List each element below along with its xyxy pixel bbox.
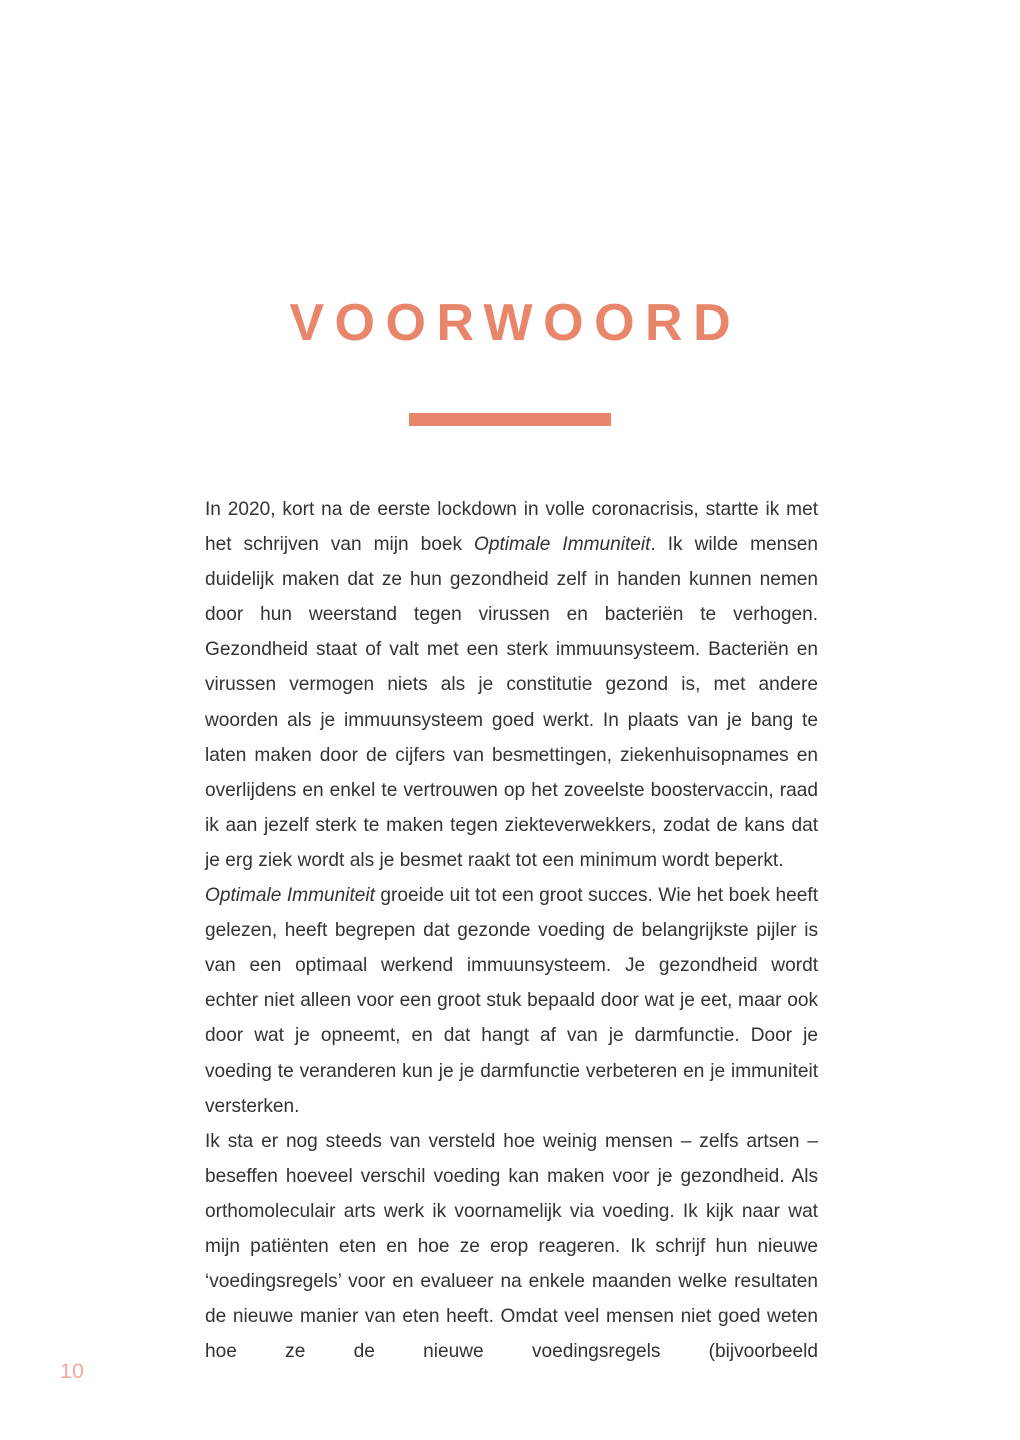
book-title-italic: Optimale Immuniteit <box>474 534 651 556</box>
body-text-column <box>205 492 818 1369</box>
paragraph-1: In 2020, kort na de eerste lockdown in volle coronacrisis, startte ik met het schrijven van mijn boek Optimale Immuniteit. Ik wilde mensen duidelijk maken dat ze hun gezondheid zelf in handen kunnen nemen door hun weerstand tegen virussen en bacteriën te verhogen. Gezondheid staat of valt met een sterk immuunsysteem. Bacteriën en virussen vermogen niets als je constitutie gezond is, met andere woorden als je immuunsysteem goed werkt. In plaats van je bang te laten maken door de cijfers van besmettingen, ziekenhuisopnames en overlijdens en enkel te vertrouwen op het zoveelste boostervaccin, raad ik aan jezelf sterk te maken tegen ziekteverwekkers, zodat de kans dat je erg ziek wordt als je besmet raakt tot een minimum wordt beperkt. <box>205 499 818 871</box>
title-divider-rule <box>409 413 611 426</box>
chapter-heading-block <box>0 296 1020 426</box>
page-number: 10 <box>60 1360 85 1383</box>
paragraph-3: Ik sta er nog steeds van versteld hoe weinig mensen – zelfs artsen – beseffen hoeveel verschil voeding kan maken voor je gezondheid. Als orthomoleculair arts werk ik voornamelijk via voeding. Ik kijk naar wat mijn patiënten eten en hoe ze erop reageren. Ik schrijf hun nieuwe ‘voedingsregels’ voor en evalueer na enkele maanden welke resultaten de nieuwe manier van eten heeft. Omdat veel mensen niet goed weten hoe ze de nieuwe voedingsregels (bijvoorbeeld <box>205 1130 818 1363</box>
book-title-italic: Optimale Immuniteit <box>205 885 375 907</box>
paragraph-2: Optimale Immuniteit groeide uit tot een groot succes. Wie het boek heeft gelezen, heeft begrepen dat gezonde voeding de belangrijkste pijler is van een optimaal werkend immuunsysteem. Je gezondheid wordt echter niet alleen voor een groot stuk bepaald door wat je eet, maar ook door wat je opneemt, en dat hangt af van je darmfunctie. Door je voeding te veranderen kun je je darmfunctie verbeteren en je immuniteit versterken. <box>205 885 819 1117</box>
page-title: VOORWOORD <box>289 294 742 352</box>
